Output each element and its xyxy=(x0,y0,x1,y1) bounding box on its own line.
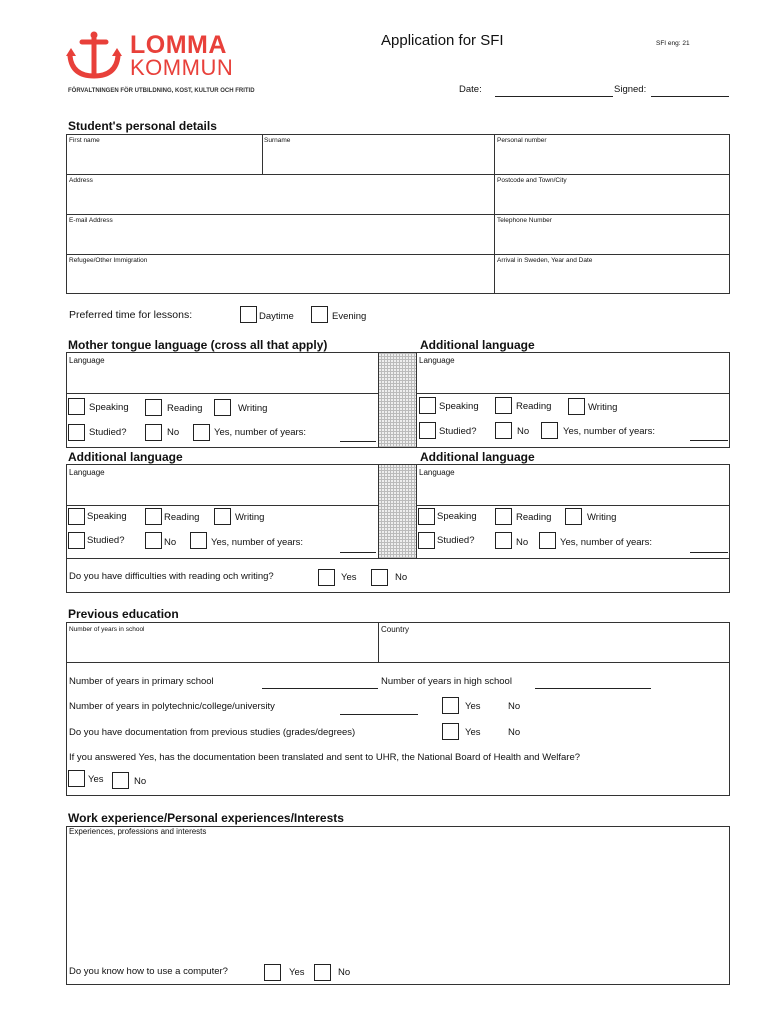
first-name-field[interactable]: First name xyxy=(69,137,100,144)
yes-years-label-1: Yes, number of years: xyxy=(214,427,307,438)
speaking-checkbox-4[interactable] xyxy=(418,508,435,525)
daytime-label: Daytime xyxy=(259,311,294,322)
yes-years-label-2: Yes, number of years: xyxy=(563,426,656,437)
reading-checkbox-2[interactable] xyxy=(495,397,512,414)
experiences-field[interactable]: Experiences, professions and interests xyxy=(69,827,207,836)
speaking-checkbox-3[interactable] xyxy=(68,508,85,525)
polytechnic-field[interactable] xyxy=(340,714,418,715)
previous-education-heading: Previous education xyxy=(68,607,179,621)
address-field[interactable]: Address xyxy=(69,177,93,184)
years-field-1[interactable] xyxy=(340,441,376,442)
no-label-2: No xyxy=(517,426,530,437)
no-checkbox-1[interactable] xyxy=(145,424,162,441)
speaking-checkbox-2[interactable] xyxy=(419,397,436,414)
daytime-checkbox[interactable] xyxy=(240,306,257,323)
studied-checkbox-4[interactable] xyxy=(418,532,435,549)
computer-yes-checkbox[interactable] xyxy=(264,964,281,981)
computer-no-label: No xyxy=(338,967,351,978)
writing-label-1: Writing xyxy=(238,403,268,414)
studied-label-4: Studied? xyxy=(437,535,475,546)
evening-checkbox[interactable] xyxy=(311,306,328,323)
reading-checkbox-3[interactable] xyxy=(145,508,162,525)
speaking-label-3: Speaking xyxy=(87,511,127,522)
writing-checkbox-3[interactable] xyxy=(214,508,231,525)
additional-language-heading-1: Additional language xyxy=(420,338,535,352)
difficulties-yes-label: Yes xyxy=(341,572,357,583)
primary-school-field[interactable] xyxy=(262,688,378,689)
writing-checkbox-2[interactable] xyxy=(568,398,585,415)
signed-label: Signed: xyxy=(614,84,647,95)
work-experience-heading: Work experience/Personal experiences/Interests xyxy=(68,811,344,825)
yes-years-label-3: Yes, number of years: xyxy=(211,537,304,548)
no-checkbox-4[interactable] xyxy=(495,532,512,549)
logo-line2: KOMMUN xyxy=(130,55,234,80)
date-label: Date: xyxy=(459,84,482,95)
years-field-4[interactable] xyxy=(690,552,728,553)
years-in-school-field[interactable]: Number of years in school xyxy=(69,626,145,633)
difficulties-no-checkbox[interactable] xyxy=(371,569,388,586)
additional-language-field-3[interactable]: Language xyxy=(419,468,455,477)
form-code: SFI eng: 21 xyxy=(656,40,690,47)
reading-label-1: Reading xyxy=(167,403,203,414)
documentation-no-label: No xyxy=(508,727,521,738)
lessons-label: Preferred time for lessons: xyxy=(69,309,193,321)
high-school-label: Number of years in high school xyxy=(381,676,512,687)
studied-checkbox-2[interactable] xyxy=(419,422,436,439)
speaking-label-2: Speaking xyxy=(439,401,479,412)
speaking-label-1: Speaking xyxy=(89,402,129,413)
reading-label-4: Reading xyxy=(516,512,552,523)
writing-label-3: Writing xyxy=(235,512,265,523)
postcode-field[interactable]: Postcode and Town/City xyxy=(497,177,567,184)
work-experience-box xyxy=(66,826,730,985)
translated-question: If you answered Yes, has the documentation been translated and sent to UHR, the National Board of Health and Welfare? xyxy=(69,752,581,763)
polytechnic-yes-label: Yes xyxy=(465,701,481,712)
polytechnic-no-label: No xyxy=(508,701,521,712)
studied-label-2: Studied? xyxy=(439,426,477,437)
high-school-field[interactable] xyxy=(535,688,651,689)
computer-yes-label: Yes xyxy=(289,967,305,978)
additional-language-heading-2: Additional language xyxy=(68,450,183,464)
reading-checkbox-4[interactable] xyxy=(495,508,512,525)
difficulties-yes-checkbox[interactable] xyxy=(318,569,335,586)
translated-yes-checkbox[interactable] xyxy=(68,770,85,787)
years-field-2[interactable] xyxy=(690,440,728,441)
additional-language-field-1[interactable]: Language xyxy=(419,356,455,365)
evening-label: Evening xyxy=(332,311,367,322)
difficulties-no-label: No xyxy=(395,572,408,583)
additional-language-heading-3: Additional language xyxy=(420,450,535,464)
logo-line1: LOMMA xyxy=(130,31,227,59)
mother-tongue-language-field[interactable]: Language xyxy=(69,356,105,365)
no-checkbox-3[interactable] xyxy=(145,532,162,549)
surname-field[interactable]: Surname xyxy=(264,137,291,144)
speaking-checkbox-1[interactable] xyxy=(68,398,85,415)
no-label-4: No xyxy=(516,537,529,548)
no-label-1: No xyxy=(167,427,180,438)
reading-label-2: Reading xyxy=(516,401,552,412)
yes-years-checkbox-2[interactable] xyxy=(541,422,558,439)
no-label-3: No xyxy=(164,537,177,548)
country-field[interactable]: Country xyxy=(381,625,410,634)
documentation-question: Do you have documentation from previous studies (grades/degrees) xyxy=(69,727,356,738)
refugee-field[interactable]: Refugee/Other Immigration xyxy=(69,257,148,264)
studied-checkbox-1[interactable] xyxy=(68,424,85,441)
yes-years-label-4: Yes, number of years: xyxy=(560,537,653,548)
additional-language-field-2[interactable]: Language xyxy=(69,468,105,477)
reading-checkbox-1[interactable] xyxy=(145,399,162,416)
signed-field[interactable] xyxy=(651,96,729,97)
mother-tongue-heading: Mother tongue language (cross all that apply) xyxy=(68,338,328,352)
yes-years-checkbox-3[interactable] xyxy=(190,532,207,549)
yes-years-checkbox-4[interactable] xyxy=(539,532,556,549)
primary-school-label: Number of years in primary school xyxy=(69,676,214,687)
logo xyxy=(64,30,254,84)
translated-yes-label: Yes xyxy=(88,774,104,785)
reading-label-3: Reading xyxy=(164,512,200,523)
polytechnic-label: Number of years in polytechnic/college/university xyxy=(69,701,275,712)
date-field[interactable] xyxy=(495,96,613,97)
documentation-yes-label: Yes xyxy=(465,727,481,738)
writing-label-2: Writing xyxy=(588,402,618,413)
speaking-label-4: Speaking xyxy=(437,511,477,522)
translated-no-checkbox[interactable] xyxy=(112,772,129,789)
translated-no-label: No xyxy=(134,776,147,787)
writing-checkbox-4[interactable] xyxy=(565,508,582,525)
page-title: Application for SFI xyxy=(381,32,504,49)
documentation-yes-checkbox[interactable] xyxy=(442,723,459,740)
studied-label-3: Studied? xyxy=(87,535,125,546)
years-field-3[interactable] xyxy=(340,552,376,553)
writing-label-4: Writing xyxy=(587,512,617,523)
studied-label-1: Studied? xyxy=(89,427,127,438)
anchor-icon xyxy=(64,30,124,80)
arrival-field[interactable]: Arrival in Sweden, Year and Date xyxy=(497,257,593,264)
difficulties-question: Do you have difficulties with reading och writing? xyxy=(69,571,274,582)
personal-details-heading: Student's personal details xyxy=(68,119,217,133)
email-field[interactable]: E-mail Address xyxy=(69,217,113,224)
computer-question: Do you know how to use a computer? xyxy=(69,966,228,977)
polytechnic-yes-checkbox[interactable] xyxy=(442,697,459,714)
computer-no-checkbox[interactable] xyxy=(314,964,331,981)
department-name: FÖRVALTNINGEN FÖR UTBILDNING, KOST, KULTUR OCH FRITID xyxy=(68,88,255,94)
personal-number-field[interactable]: Personal number xyxy=(497,137,547,144)
telephone-field[interactable]: Telephone Number xyxy=(497,217,552,224)
writing-checkbox-1[interactable] xyxy=(214,399,231,416)
studied-checkbox-3[interactable] xyxy=(68,532,85,549)
no-checkbox-2[interactable] xyxy=(495,422,512,439)
yes-years-checkbox-1[interactable] xyxy=(193,424,210,441)
